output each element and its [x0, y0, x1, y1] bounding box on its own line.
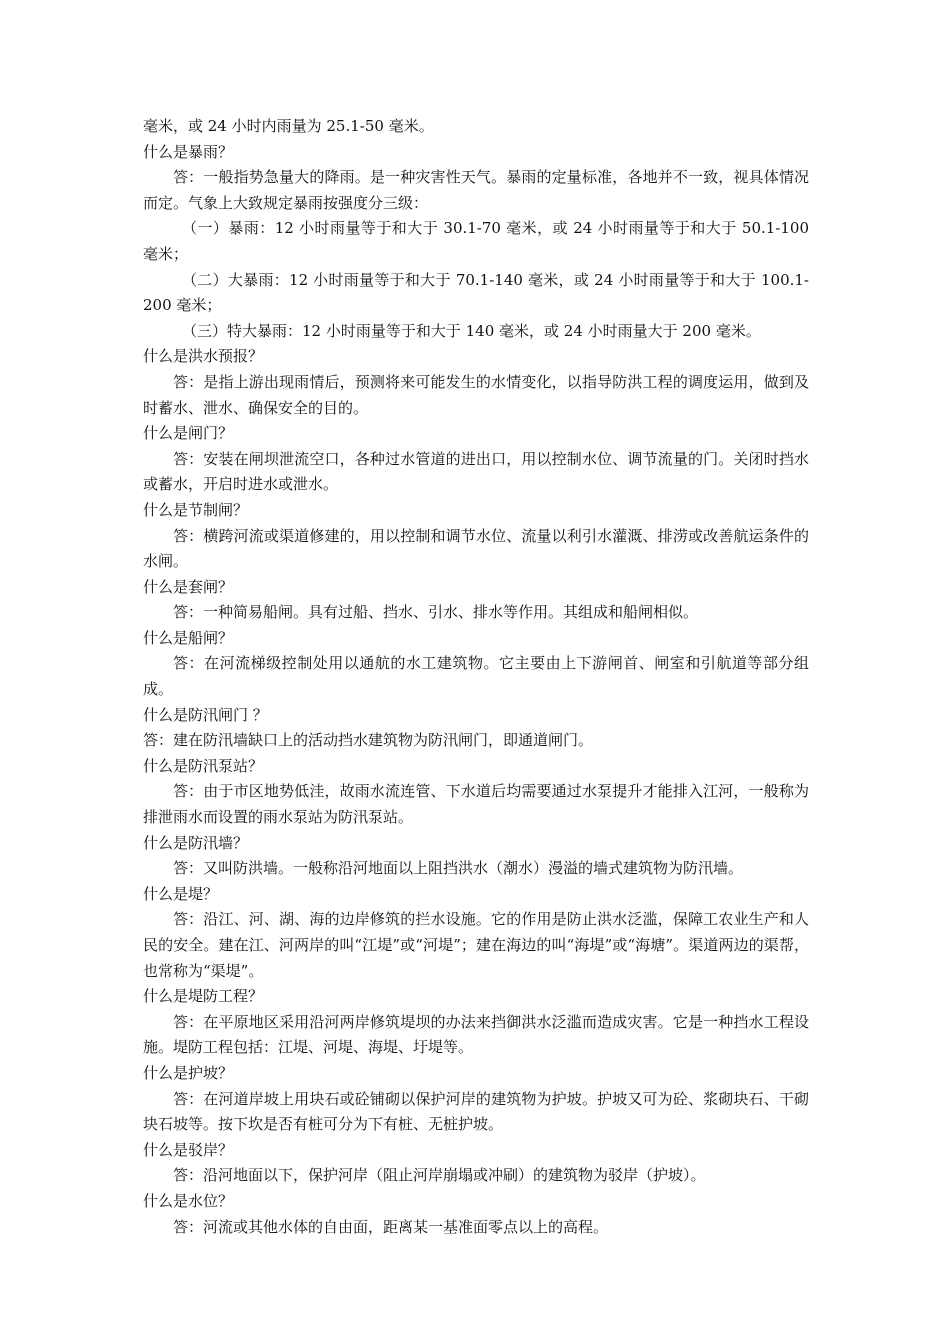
answer-paragraph: 答：在河道岸坡上用块石或砼铺砌以保护河岸的建筑物为护坡。护坡又可为砼、浆砌块石、干砌块石坡等。按下坎是否有桩可分为下有桩、无桩护坡。: [143, 1089, 809, 1134]
answer-paragraph: 答：又叫防洪墙。一般称沿河地面以上阻挡洪水（潮水）漫溢的墙式建筑物为防汛墙。: [173, 859, 744, 878]
question-heading: 什么是防汛闸门 ？: [143, 705, 268, 724]
level-item: （一）暴雨：12 小时雨量等于和大于 30.1-70 毫米，或 24 小时雨量等于和大于 50.1-100 毫米；: [143, 219, 809, 263]
answer-paragraph: 答：在河流梯级控制处用以通航的水工建筑物。它主要由上下游闸首、闸室和引航道等部分组成。: [143, 654, 809, 699]
document-page: [143, 114, 809, 1240]
answer-paragraph: 答：由于市区地势低洼，故雨水流连管、下水道后均需要通过水泵提升才能排入江河，一般称为排泄雨水而设置的雨水泵站为防汛泵站。: [143, 782, 809, 827]
answer-paragraph: 答：一般指势急量大的降雨。是一种灾害性天气。暴雨的定量标准，各地并不一致，视具体情况而定。气象上大致规定暴雨按强度分三级：: [143, 168, 809, 212]
answer-paragraph: 答：安装在闸坝泄流空口，各种过水管道的进出口，用以控制水位、调节流量的门。关闭时挡水或蓄水，开启时进水或泄水。: [143, 449, 809, 494]
answer-paragraph: 答：沿江、河、湖、海的边岸修筑的拦水设施。它的作用是防止洪水泛滥，保障工农业生产和人民的安全。建在江、河两岸的叫“江堤”或“河堤”；建在海边的叫“海堤”或“海塘”。渠道两边的渠帮，也常称为“渠堤”。: [143, 910, 809, 980]
question-heading: 什么是水位？: [143, 1191, 234, 1210]
level-item: （二）大暴雨：12 小时雨量等于和大于 70.1-140 毫米，或 24 小时雨量等于和大于 100.1-200 毫米；: [143, 270, 809, 315]
answer-paragraph: 答：建在防汛墙缺口上的活动挡水建筑物为防汛闸门，即通道闸门。: [143, 731, 594, 750]
question-heading: 什么是防汛泵站？: [143, 756, 264, 775]
question-heading: 什么是节制闸？: [143, 500, 249, 519]
question-heading: 什么是护坡？: [143, 1063, 234, 1082]
answer-paragraph: 答：沿河地面以下，保护河岸（阻止河岸崩塌或冲刷）的建筑物为驳岸（护坡）。: [173, 1166, 706, 1185]
question-heading: 什么是闸门？: [143, 424, 234, 443]
question-heading: 什么是驳岸？: [143, 1140, 234, 1159]
question-heading: 什么是防汛墙？: [143, 833, 249, 852]
question-heading: 什么是船闸？: [143, 628, 234, 647]
level-item: （三）特大暴雨：12 小时雨量等于和大于 140 毫米，或 24 小时雨量大于 200 毫米。: [182, 321, 761, 340]
question-heading: 什么是暴雨？: [143, 142, 234, 161]
answer-paragraph: 答：横跨河流或渠道修建的，用以控制和调节水位、流量以利引水灌溉、排涝或改善航运条件的水闸。: [143, 526, 809, 571]
question-heading: 什么是堤防工程？: [143, 987, 264, 1006]
answer-paragraph: 答：河流或其他水体的自由面，距离某一基准面零点以上的高程。: [173, 1217, 609, 1236]
question-heading: 什么是洪水预报？: [143, 347, 264, 366]
answer-paragraph: 答：是指上游出现雨情后，预测将来可能发生的水情变化，以指导防洪工程的调度运用，做到及时蓄水、泄水、确保安全的目的。: [143, 372, 809, 417]
answer-paragraph: 答：在平原地区采用沿河两岸修筑堤坝的办法来挡御洪水泛滥而造成灾害。它是一种挡水工程设施。堤防工程包括：江堤、河堤、海堤、圩堤等。: [143, 1012, 809, 1057]
answer-paragraph: 答：一种简易船闸。具有过船、挡水、引水、排水等作用。其组成和船闸相似。: [173, 603, 699, 622]
question-heading: 什么是套闸？: [143, 577, 234, 596]
question-heading: 什么是堤？: [143, 884, 219, 903]
paragraph: 毫米，或 24 小时内雨量为 25.1-50 毫米。: [143, 117, 434, 135]
